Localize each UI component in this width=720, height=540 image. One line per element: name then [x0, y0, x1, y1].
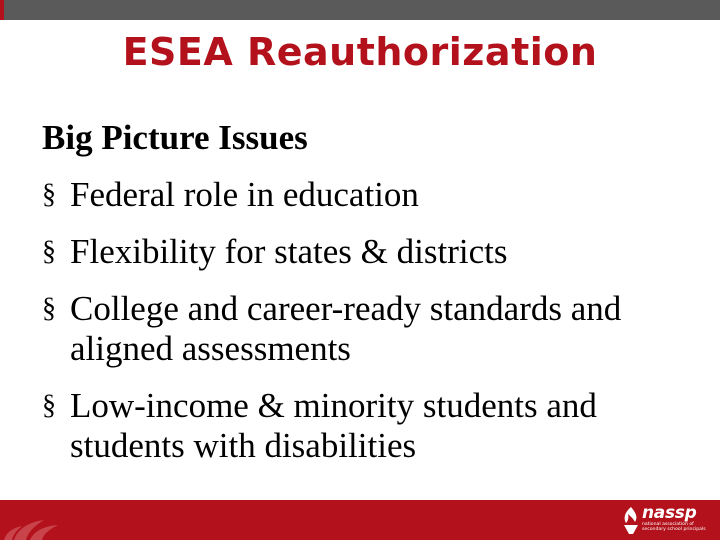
- top-bar: [0, 0, 720, 20]
- section-heading: Big Picture Issues: [42, 118, 308, 157]
- slide-body: [42, 118, 702, 466]
- bullet-marker: §: [42, 390, 56, 421]
- bullet-marker: §: [42, 236, 56, 267]
- top-bar-accent: [0, 0, 4, 20]
- torch-logo-icon: [620, 505, 642, 535]
- bullet-item: [42, 289, 702, 369]
- bullet-text: Flexibility for states & districts: [70, 232, 508, 271]
- bullet-item: [42, 386, 702, 466]
- bullet-marker: §: [42, 179, 56, 210]
- slide-title: ESEA Reauthorization: [122, 30, 598, 74]
- footer-bar: [0, 500, 720, 540]
- bullet-marker: §: [42, 293, 56, 324]
- bullet-item: [42, 232, 702, 272]
- bullet-text: Low-income & minority students and students with disabilities: [70, 386, 597, 465]
- torch-watermark-icon: [0, 500, 90, 540]
- nassp-logo: [620, 503, 712, 537]
- bullet-item: [42, 175, 702, 215]
- logo-tagline: national association of secondary school principals: [642, 522, 706, 532]
- logo-wordmark: nassp: [642, 503, 697, 523]
- bullet-text: Federal role in education: [70, 175, 419, 214]
- bullet-text: College and career-ready standards and aligned assessments: [70, 289, 622, 368]
